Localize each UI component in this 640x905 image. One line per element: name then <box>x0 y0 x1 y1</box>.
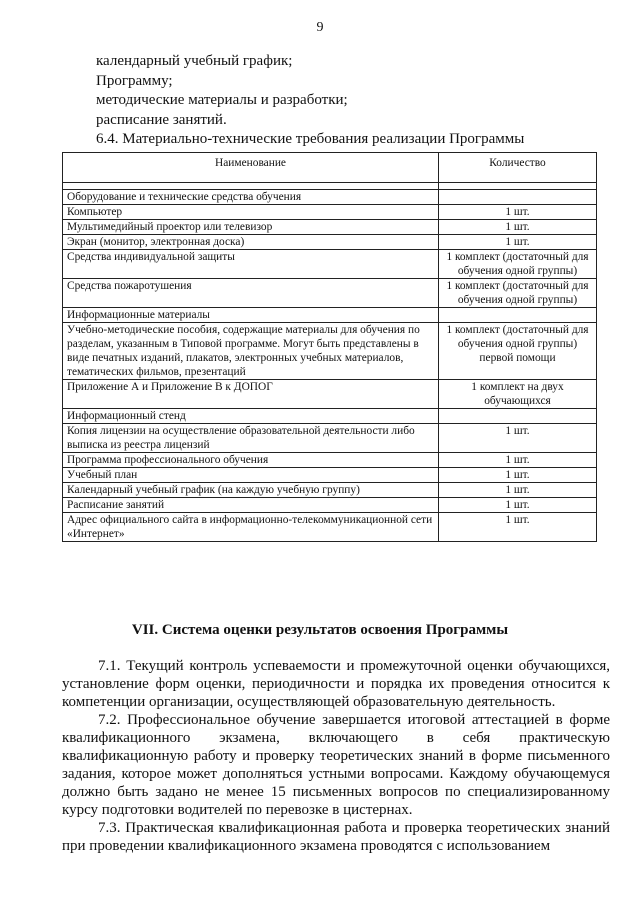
table-row <box>63 468 597 483</box>
cell-name: Информационный стенд <box>63 409 439 424</box>
table-row <box>63 483 597 498</box>
cell-qty: 1 шт. <box>439 483 597 498</box>
cell-qty <box>439 409 597 424</box>
cell-name: Компьютер <box>63 205 439 220</box>
cell-qty: 1 комплект (достаточный для обучения одной группы) первой помощи <box>439 323 597 380</box>
cell-qty: 1 шт. <box>439 498 597 513</box>
table-row <box>63 424 597 453</box>
paragraph: 7.2. Профессиональное обучение завершается итоговой аттестацией в форме квалификационного экзамена, включающего в себя практическую квалификационную работу и проверку теоретических знаний в форме письменного задания, которое может дополняться устными вопросами. Каждому обучающемуся должно быть задано не менее 15 письменных вопросов по специализированному курсу подготовки водителей по перевозке в цистернах. <box>62 712 610 818</box>
paragraph: 7.1. Текущий контроль успеваемости и промежуточной оценки обучающихся, установление форм оценки, периодичности и порядка их проведения относится к компетенции организации, осуществляющей образовательную деятельность. <box>62 658 610 710</box>
cell-qty: 1 шт. <box>439 220 597 235</box>
list-item: календарный учебный график; <box>96 53 293 69</box>
cell-name: Средства индивидуальной защиты <box>63 250 439 279</box>
cell-qty: 1 комплект (достаточный для обучения одной группы) <box>439 279 597 308</box>
table-row <box>63 498 597 513</box>
table-row <box>63 205 597 220</box>
table-row <box>63 380 597 409</box>
list-item: Программу; <box>96 72 173 89</box>
table-row <box>63 220 597 235</box>
cell-qty: 1 шт. <box>439 513 597 542</box>
header-name: Наименование <box>63 153 439 183</box>
table-row <box>63 235 597 250</box>
cell-name: Мультимедийный проектор или телевизор <box>63 220 439 235</box>
document-list <box>96 52 524 150</box>
cell-qty: 1 шт. <box>439 424 597 453</box>
cell-name: Адрес официального сайта в информационно-телекоммуникационной сети «Интернет» <box>63 513 439 542</box>
cell-name: Учебно-методические пособия, содержащие материалы для обучения по разделам, указанным в Типовой программе. Могут быть представлены в виде печатных изданий, плакатов, электронных учебных материалов, тематических фильмов, презентаций <box>63 323 439 380</box>
cell-qty: 1 шт. <box>439 205 597 220</box>
cell-qty <box>439 308 597 323</box>
table-row <box>63 279 597 308</box>
cell-name: Программа профессионального обучения <box>63 453 439 468</box>
section-title: VII. Система оценки результатов освоения Программы <box>131 622 509 638</box>
list-item: расписание занятий. <box>96 111 227 128</box>
cell-name: Календарный учебный график (на каждую учебную группу) <box>63 483 439 498</box>
cell-name: Расписание занятий <box>63 498 439 513</box>
cell-name: Оборудование и технические средства обучения <box>63 190 439 205</box>
table-row <box>63 250 597 279</box>
table-header-row <box>63 153 597 183</box>
paragraph: 7.3. Практическая квалификационная работа и проверка теоретических знаний при проведении квалификационного экзамена проводятся с использованием <box>62 820 610 854</box>
cell-name: Экран (монитор, электронная доска) <box>63 235 439 250</box>
cell-qty: 1 шт. <box>439 235 597 250</box>
table-row <box>63 409 597 424</box>
table-spacer-row <box>63 183 597 190</box>
header-quantity: Количество <box>439 153 597 183</box>
subsection-heading: 6.4. Материально-технические требования реализации Программы <box>96 131 525 147</box>
cell-name: Копия лицензии на осуществление образовательной деятельности либо выписка из реестра лицензий <box>63 424 439 453</box>
requirements-table <box>62 152 597 542</box>
table-row <box>63 513 597 542</box>
cell-qty <box>439 190 597 205</box>
body-text <box>62 657 610 855</box>
table-row <box>63 190 597 205</box>
list-item: методические материалы и разработки; <box>96 92 348 108</box>
cell-qty: 1 комплект (достаточный для обучения одной группы) <box>439 250 597 279</box>
cell-qty: 1 шт. <box>439 453 597 468</box>
cell-name: Учебный план <box>63 468 439 483</box>
cell-name: Средства пожаротушения <box>63 279 439 308</box>
table-row <box>63 323 597 380</box>
cell-name: Приложение А и Приложение В к ДОПОГ <box>63 380 439 409</box>
table-row <box>63 308 597 323</box>
cell-name: Информационные материалы <box>63 308 439 323</box>
table-row <box>63 453 597 468</box>
page-number: 9 <box>316 20 324 35</box>
cell-qty: 1 комплект на двух обучающихся <box>439 380 597 409</box>
cell-qty: 1 шт. <box>439 468 597 483</box>
